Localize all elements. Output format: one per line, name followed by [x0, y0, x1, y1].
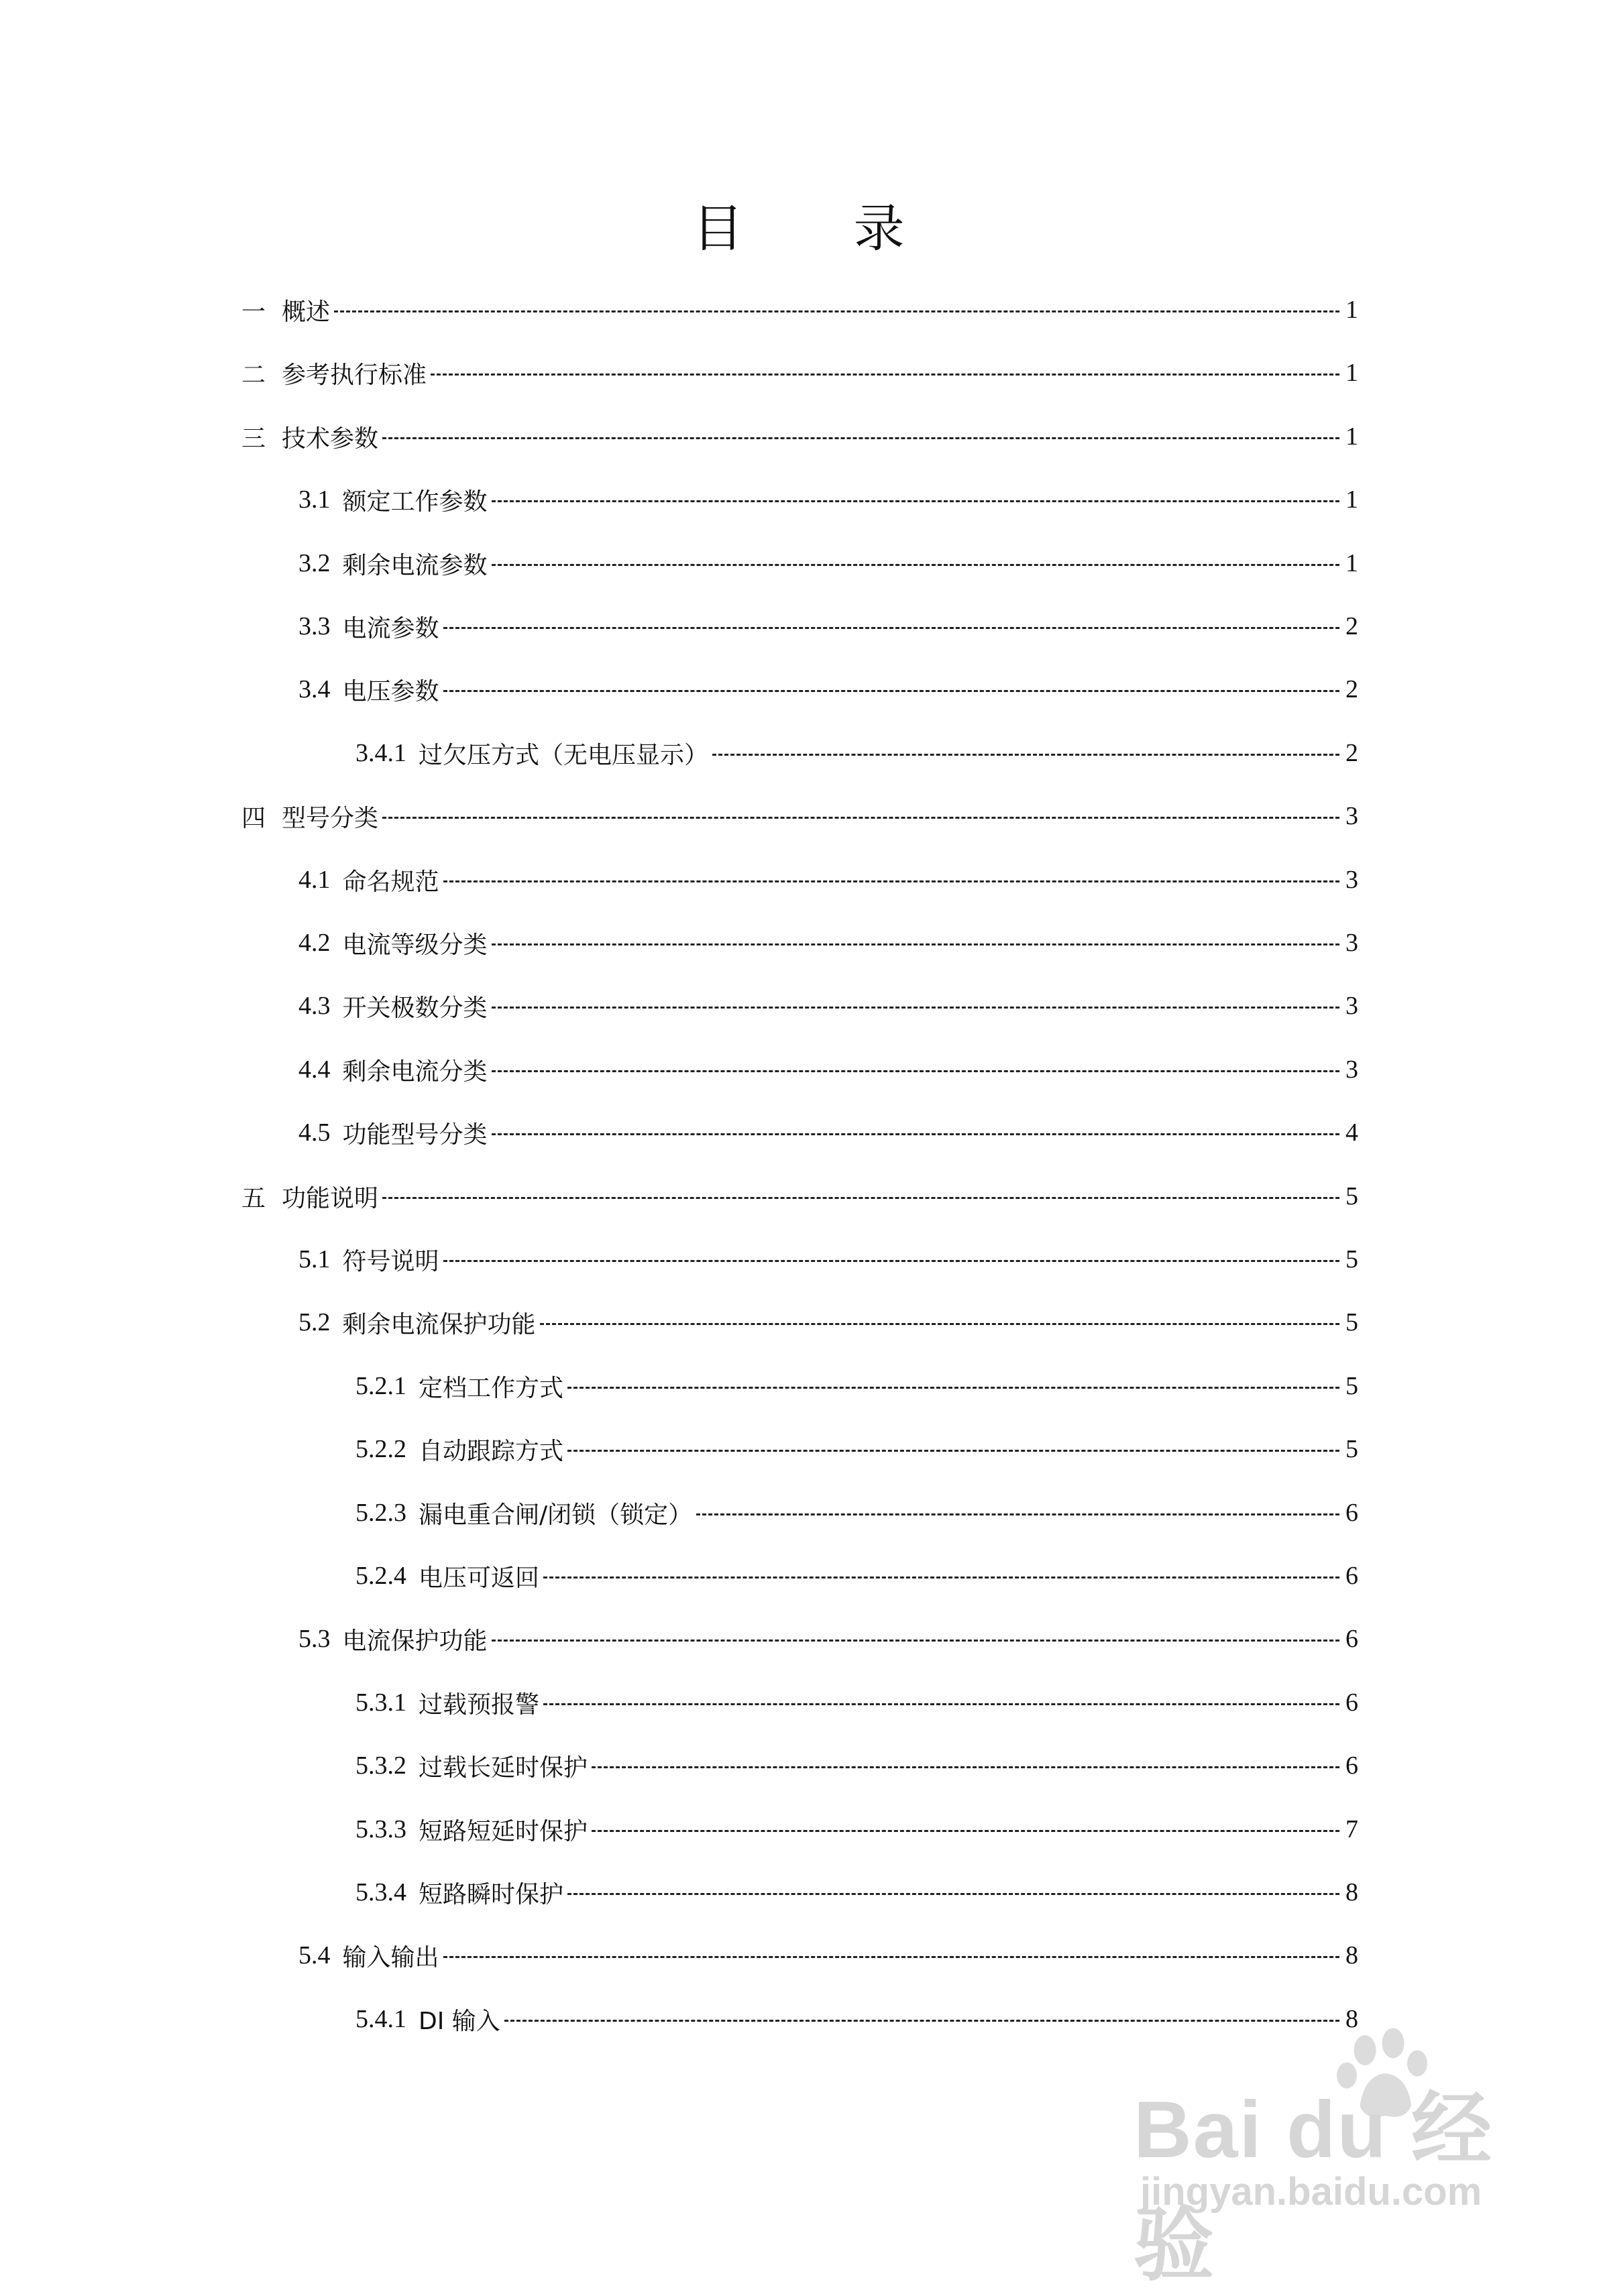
toc-entry-page: 2	[1345, 675, 1358, 703]
toc-entry-page: 5	[1345, 1372, 1358, 1400]
toc-leader-dots	[443, 690, 1339, 692]
page-title: 目 录	[692, 198, 952, 258]
toc-entry[interactable]	[241, 290, 1358, 330]
toc-entry-number: 5.2.2	[355, 1435, 406, 1463]
toc-entry-page: 5	[1345, 1308, 1358, 1336]
toc-entry-label: 自动跟踪方式	[419, 1437, 564, 1465]
toc-leader-dots	[443, 627, 1339, 629]
toc-entry-number: 4.2	[298, 929, 331, 957]
toc-entry-number: 五	[241, 1184, 266, 1212]
toc-entry-number: 4.3	[298, 992, 331, 1020]
toc-entry-page: 6	[1345, 1688, 1358, 1717]
toc-entry-page: 4	[1345, 1118, 1358, 1147]
baidu-watermark	[1134, 2025, 1536, 2290]
toc-entry-number: 4.5	[298, 1118, 331, 1147]
toc-entry[interactable]	[355, 1745, 1358, 1786]
toc-entry-page: 5	[1345, 1182, 1358, 1210]
toc-entry-number: 5.3	[298, 1625, 331, 1653]
toc-entry[interactable]	[355, 1556, 1358, 1596]
toc-entry-number: 5.2.1	[355, 1372, 406, 1400]
toc-entry-page: 2	[1345, 739, 1358, 767]
toc-entry-number: 四	[241, 804, 266, 832]
toc-entry-label: 电压可返回	[419, 1564, 540, 1592]
toc-leader-dots	[492, 1070, 1339, 1072]
toc-entry-label: 漏电重合闸/闭锁（锁定）	[419, 1501, 693, 1529]
toc-entry-label: 剩余电流分类	[342, 1057, 488, 1086]
toc-entry-label: 开关极数分类	[342, 994, 488, 1022]
toc-entry-number: 3.1	[298, 485, 331, 514]
toc-entry[interactable]	[298, 986, 1358, 1026]
toc-entry[interactable]	[298, 1935, 1358, 1975]
toc-leader-dots	[443, 880, 1339, 882]
toc-entry-number: 二	[241, 361, 266, 389]
toc-entry-number: 5.1	[298, 1245, 331, 1273]
toc-leader-dots	[492, 943, 1339, 945]
toc-entry-page: 3	[1345, 866, 1358, 894]
toc-entry-page: 1	[1345, 296, 1358, 324]
toc-leader-dots	[504, 2020, 1339, 2022]
toc-entry[interactable]	[298, 1049, 1358, 1090]
toc-entry-label: 过欠压方式（无电压显示）	[419, 741, 709, 769]
toc-leader-dots	[382, 1197, 1339, 1199]
toc-entry-label: 定档工作方式	[419, 1374, 564, 1402]
toc-entry-label: 参考执行标准	[282, 361, 427, 389]
toc-entry-number: 3.2	[298, 549, 331, 577]
toc-entry[interactable]	[298, 1239, 1358, 1279]
toc-entry-page: 5	[1345, 1435, 1358, 1463]
toc-leader-dots	[567, 1450, 1339, 1452]
toc-leader-dots	[382, 437, 1339, 439]
toc-entry[interactable]	[241, 796, 1358, 836]
toc-leader-dots	[540, 1323, 1339, 1325]
toc-entry-page: 5	[1345, 1245, 1358, 1273]
toc-leader-dots	[492, 1007, 1339, 1009]
toc-entry[interactable]	[298, 1112, 1358, 1153]
toc-entry-number: 5.3.4	[355, 1878, 406, 1906]
toc-leader-dots	[567, 1893, 1339, 1895]
toc-entry-label: 短路短延时保护	[419, 1817, 588, 1845]
toc-entry-page: 6	[1345, 1752, 1358, 1780]
toc-entry-number: 5.2.4	[355, 1562, 406, 1590]
toc-entry-label: 技术参数	[282, 424, 379, 453]
toc-entry-number: 3.3	[298, 612, 331, 640]
toc-entry-number: 5.2.3	[355, 1499, 406, 1527]
toc-leader-dots	[443, 1956, 1339, 1958]
toc-leader-dots	[696, 1513, 1339, 1515]
toc-entry-number: 5.4.1	[355, 2005, 406, 2033]
toc-entry-label: 过载预报警	[419, 1690, 540, 1719]
toc-entry-page: 6	[1345, 1625, 1358, 1653]
watermark-logo: Bai du 经验	[1134, 2085, 1494, 2290]
toc-entry-page: 6	[1345, 1562, 1358, 1590]
toc-leader-dots	[443, 1260, 1339, 1262]
toc-entry[interactable]	[355, 1366, 1358, 1406]
toc-entry[interactable]	[298, 1619, 1358, 1659]
toc-entry-label: 输入输出	[342, 1943, 439, 1971]
toc-entry-number: 5.3.1	[355, 1688, 406, 1717]
toc-entry-page: 3	[1345, 802, 1358, 830]
toc-entry-label: 电压参数	[342, 677, 439, 705]
toc-leader-dots	[492, 1640, 1339, 1642]
toc-entry-number: 5.2	[298, 1308, 331, 1336]
toc-entry-page: 7	[1345, 1815, 1358, 1843]
toc-entry-number: 5.3.2	[355, 1752, 406, 1780]
toc-leader-dots	[543, 1576, 1339, 1578]
toc-entry-label: 短路瞬时保护	[419, 1880, 564, 1908]
toc-entry-number: 一	[241, 298, 266, 326]
toc-entry[interactable]	[355, 1493, 1358, 1533]
toc-entry[interactable]	[355, 733, 1358, 773]
toc-entry-label: 剩余电流保护功能	[342, 1310, 536, 1338]
toc-leader-dots	[543, 1703, 1339, 1705]
toc-leader-dots	[712, 754, 1339, 756]
toc-entry-number: 3.4	[298, 675, 331, 703]
toc-leader-dots	[334, 310, 1339, 312]
toc-leader-dots	[382, 817, 1339, 819]
toc-entry-page: 3	[1345, 1055, 1358, 1084]
toc-entry[interactable]	[298, 606, 1358, 646]
toc-entry[interactable]	[241, 1176, 1358, 1216]
toc-leader-dots	[592, 1766, 1339, 1768]
toc-entry[interactable]	[298, 923, 1358, 963]
toc-entry[interactable]	[355, 1682, 1358, 1723]
toc-entry[interactable]	[241, 416, 1358, 457]
toc-entry[interactable]	[241, 353, 1358, 393]
toc-entry-label: 剩余电流参数	[342, 551, 488, 579]
toc-entry-number: 4.4	[298, 1055, 331, 1084]
toc-entry[interactable]	[298, 479, 1358, 520]
toc-entry-label: 过载长延时保护	[419, 1754, 588, 1782]
toc-entry-label: DI 输入	[419, 2007, 500, 2035]
toc-entry-label: 命名规范	[342, 868, 439, 896]
toc-entry[interactable]	[355, 1872, 1358, 1912]
toc-entry-label: 符号说明	[342, 1247, 439, 1275]
toc-entry-page: 3	[1345, 929, 1358, 957]
toc-entry-page: 8	[1345, 1878, 1358, 1906]
toc-entry-page: 1	[1345, 422, 1358, 451]
toc-entry-page: 8	[1345, 1941, 1358, 1969]
toc-leader-dots	[492, 564, 1339, 566]
toc-entry-label: 电流保护功能	[342, 1627, 488, 1655]
watermark-url: jingyan.baidu.com	[1140, 2170, 1482, 2214]
toc-entry-page: 3	[1345, 992, 1358, 1020]
toc-entry[interactable]	[355, 1809, 1358, 1849]
toc-entry[interactable]	[298, 860, 1358, 900]
toc-entry-page: 1	[1345, 359, 1358, 387]
toc-entry-page: 8	[1345, 2005, 1358, 2033]
toc-leader-dots	[431, 374, 1339, 376]
toc-entry-page: 2	[1345, 612, 1358, 640]
toc-entry[interactable]	[298, 669, 1358, 709]
toc-leader-dots	[592, 1830, 1339, 1832]
toc-leader-dots	[492, 1133, 1339, 1135]
toc-entry-page: 1	[1345, 485, 1358, 514]
toc-entry-page: 6	[1345, 1499, 1358, 1527]
toc-entry-label: 电流等级分类	[342, 931, 488, 959]
toc-entry-label: 额定工作参数	[342, 487, 488, 516]
toc-entry-label: 功能说明	[282, 1184, 379, 1212]
toc-leader-dots	[492, 500, 1339, 502]
toc-entry-number: 5.4	[298, 1941, 331, 1969]
toc-entry[interactable]	[355, 1429, 1358, 1469]
toc-entry-number: 三	[241, 424, 266, 453]
toc-leader-dots	[567, 1387, 1339, 1389]
toc-entry-label: 概述	[282, 298, 331, 326]
toc-entry[interactable]	[298, 543, 1358, 583]
toc-entry-number: 5.3.3	[355, 1815, 406, 1843]
toc-entry-page: 1	[1345, 549, 1358, 577]
toc-entry-number: 4.1	[298, 866, 331, 894]
toc-entry-number: 3.4.1	[355, 739, 406, 767]
toc-entry[interactable]	[298, 1302, 1358, 1342]
toc-entry-label: 电流参数	[342, 614, 439, 642]
toc-entry-label: 型号分类	[282, 804, 379, 832]
toc-entry-label: 功能型号分类	[342, 1121, 488, 1149]
